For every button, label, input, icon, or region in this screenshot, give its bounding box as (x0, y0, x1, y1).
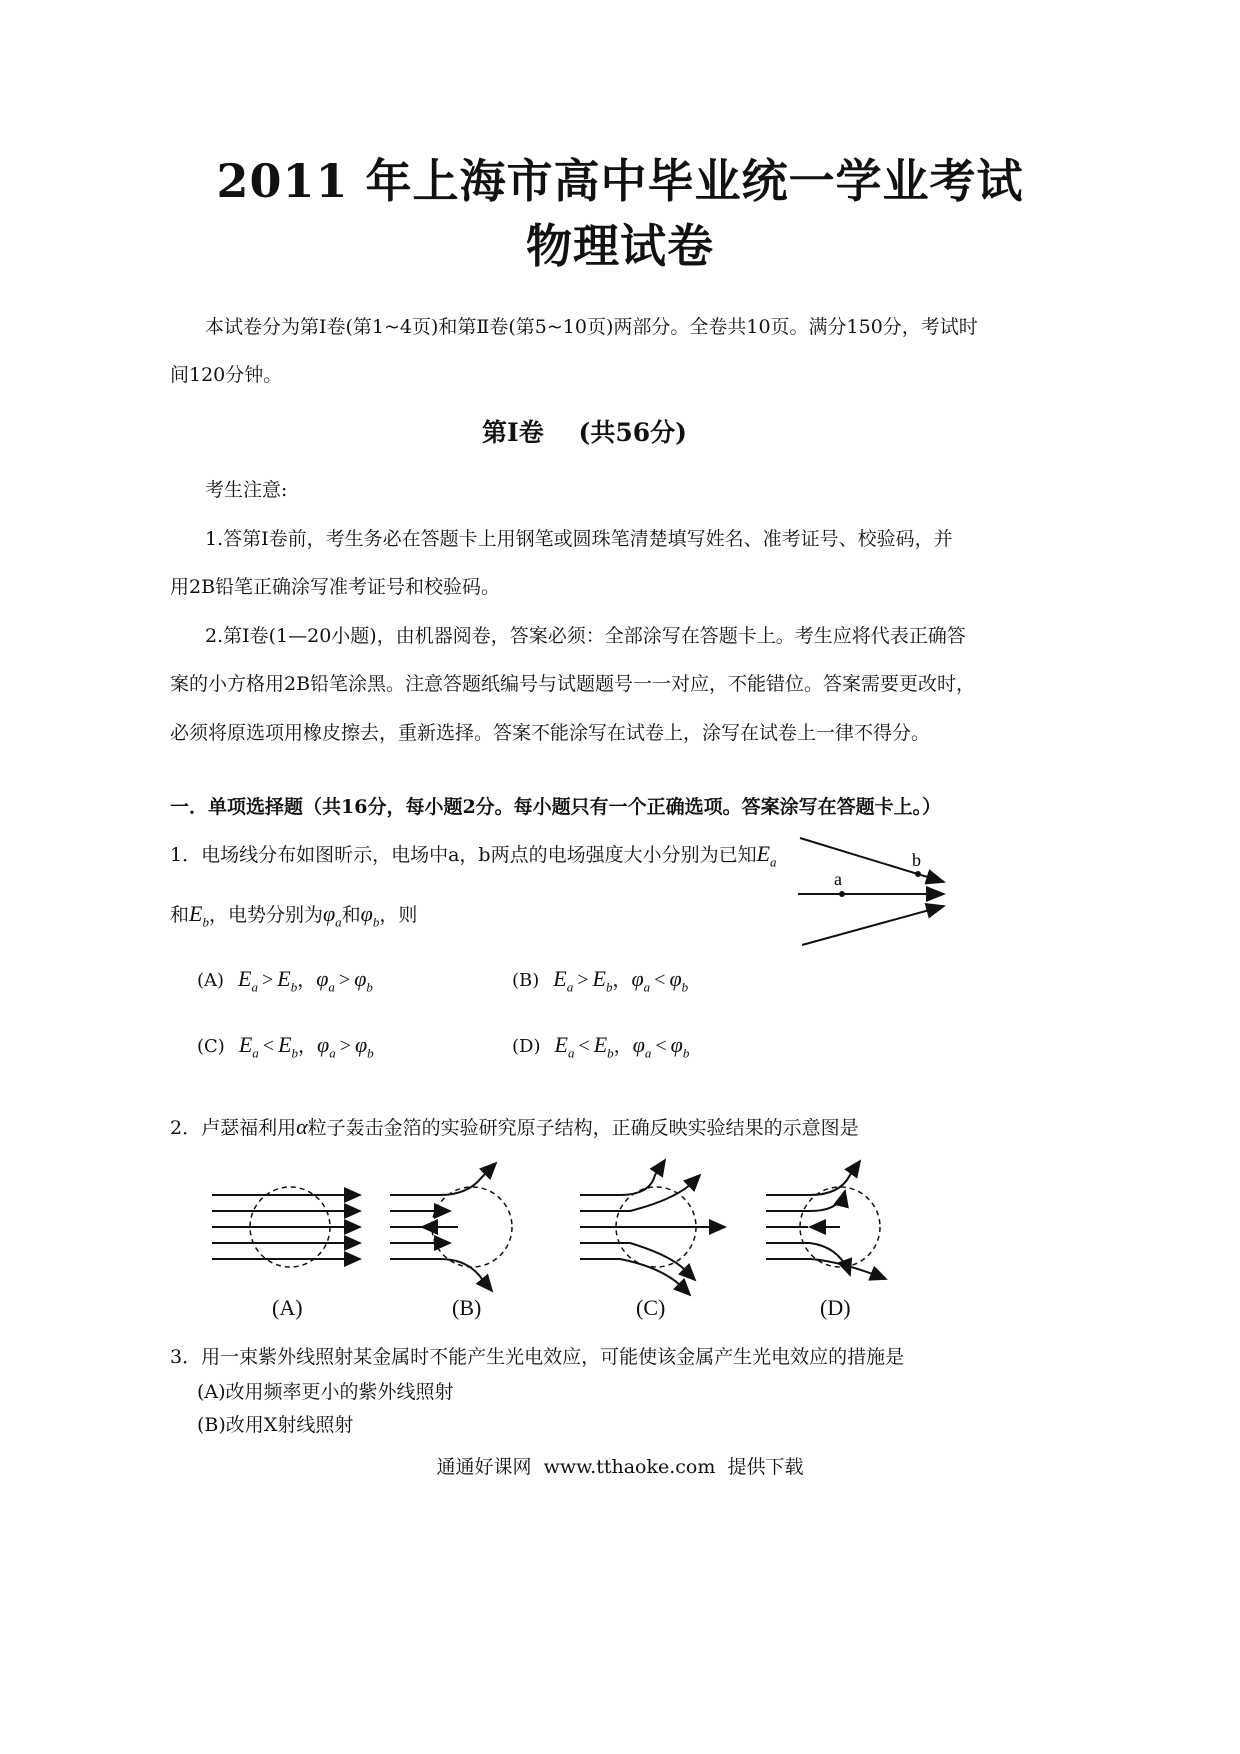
q2-label-d: (D) (820, 1295, 851, 1320)
q1-field-line-bottom (802, 906, 944, 945)
note-1-line-1: 1.答第Ⅰ卷前，考生务必在答题卡上用钢笔或圆珠笔清楚填写姓名、准考证号、校验码，并 (205, 528, 953, 550)
q2-stem: 2．卢瑟福利用α粒子轰击金箔的实验研究原子结构，正确反映实验结果的示意图是 (170, 1114, 859, 1139)
q1-field-line-top (800, 838, 944, 882)
exam-title: 2011 年上海市高中毕业统一学业考试 (216, 154, 1024, 208)
q2-label-a: (A) (272, 1295, 303, 1320)
q3-option-b: (B)改用X射线照射 (197, 1414, 354, 1436)
q1-stem-line-2: 和$E_b$，电势分别为$\varphi_a$和$\varphi_b$，则 (170, 901, 418, 930)
note-2-line-3: 必须将原选项用橡皮擦去，重新选择。答案不能涂写在试卷上，涂写在试卷上一律不得分。 (170, 722, 931, 744)
q2-label-b: (B) (452, 1295, 482, 1320)
q1-stem-line-1 (170, 840, 777, 870)
q2-diagram-a (212, 1187, 360, 1267)
q2-alpha-symbol: α (296, 1114, 308, 1139)
section-heading: 第Ⅰ卷 (共56分) (482, 418, 687, 447)
q1-label-b: b (912, 850, 921, 870)
q1-Eb-symbol: $E_b$ (189, 901, 209, 930)
intro-line-2: 间120分钟。 (170, 364, 283, 386)
notice-label: 考生注意: (205, 479, 288, 501)
note-1-line-2: 用2B铅笔正确涂写准考证号和校验码。 (170, 576, 501, 598)
q1-label-a: a (834, 869, 842, 889)
q1-electric-field-diagram (790, 830, 960, 960)
part-1-heading: 一．单项选择题（共16分，每小题2分。每小题只有一个正确选项。答案涂写在答题卡上。） (170, 796, 942, 818)
intro-line-1: 本试卷分为第Ⅰ卷(第1~4页)和第Ⅱ卷(第5~10页)两部分。全卷共10页。满分150分，考试时 (205, 316, 978, 338)
q1-Ea-symbol: $E_a$ (756, 841, 777, 870)
q1-phia-symbol: $\varphi_a$ (322, 901, 342, 930)
q2-scattering-diagrams (200, 1155, 1010, 1325)
exam-subtitle: 物理试卷 (526, 219, 714, 273)
q3-option-a: (A)改用频率更小的紫外线照射 (197, 1381, 454, 1403)
q3-stem: 3．用一束紫外线照射某金属时不能产生光电效应，可能使该金属产生光电效应的措施是 (170, 1346, 905, 1368)
q2-diagram-b (390, 1163, 512, 1291)
q1-stem-text: 1．电场线分布如图昕示，电场中a，b两点的电场强度大小分别为已知 (170, 844, 757, 866)
q2-diagram-d (766, 1161, 886, 1279)
q1-option-b: (B) $E_a > E_b$，$\varphi_a < \varphi_b$ (512, 966, 689, 995)
q1-point-b (915, 871, 921, 877)
q1-point-a (839, 891, 845, 897)
footer-source: 通通好课网 www.tthaoke.com 提供下载 (436, 1456, 804, 1478)
q1-option-d: (D) $E_a < E_b$，$\varphi_a < \varphi_b$ (512, 1032, 690, 1061)
q1-phib-symbol: $\varphi_b$ (360, 901, 380, 930)
q1-option-a: (A) $E_a > E_b$，$\varphi_a > \varphi_b$ (197, 966, 373, 995)
note-2-line-2: 案的小方格用2B铅笔涂黑。注意答题纸编号与试题题号一一对应，不能错位。答案需要更改时， (170, 673, 976, 695)
q2-label-c: (C) (636, 1295, 666, 1320)
q2-diagram-c (580, 1160, 725, 1295)
q1-option-c: (C) $E_a < E_b$，$\varphi_a > \varphi_b$ (197, 1032, 374, 1061)
note-2-line-1: 2.第Ⅰ卷(1—20小题)，由机器阅卷，答案必须：全部涂写在答题卡上。考生应将代表正确答 (205, 625, 966, 647)
